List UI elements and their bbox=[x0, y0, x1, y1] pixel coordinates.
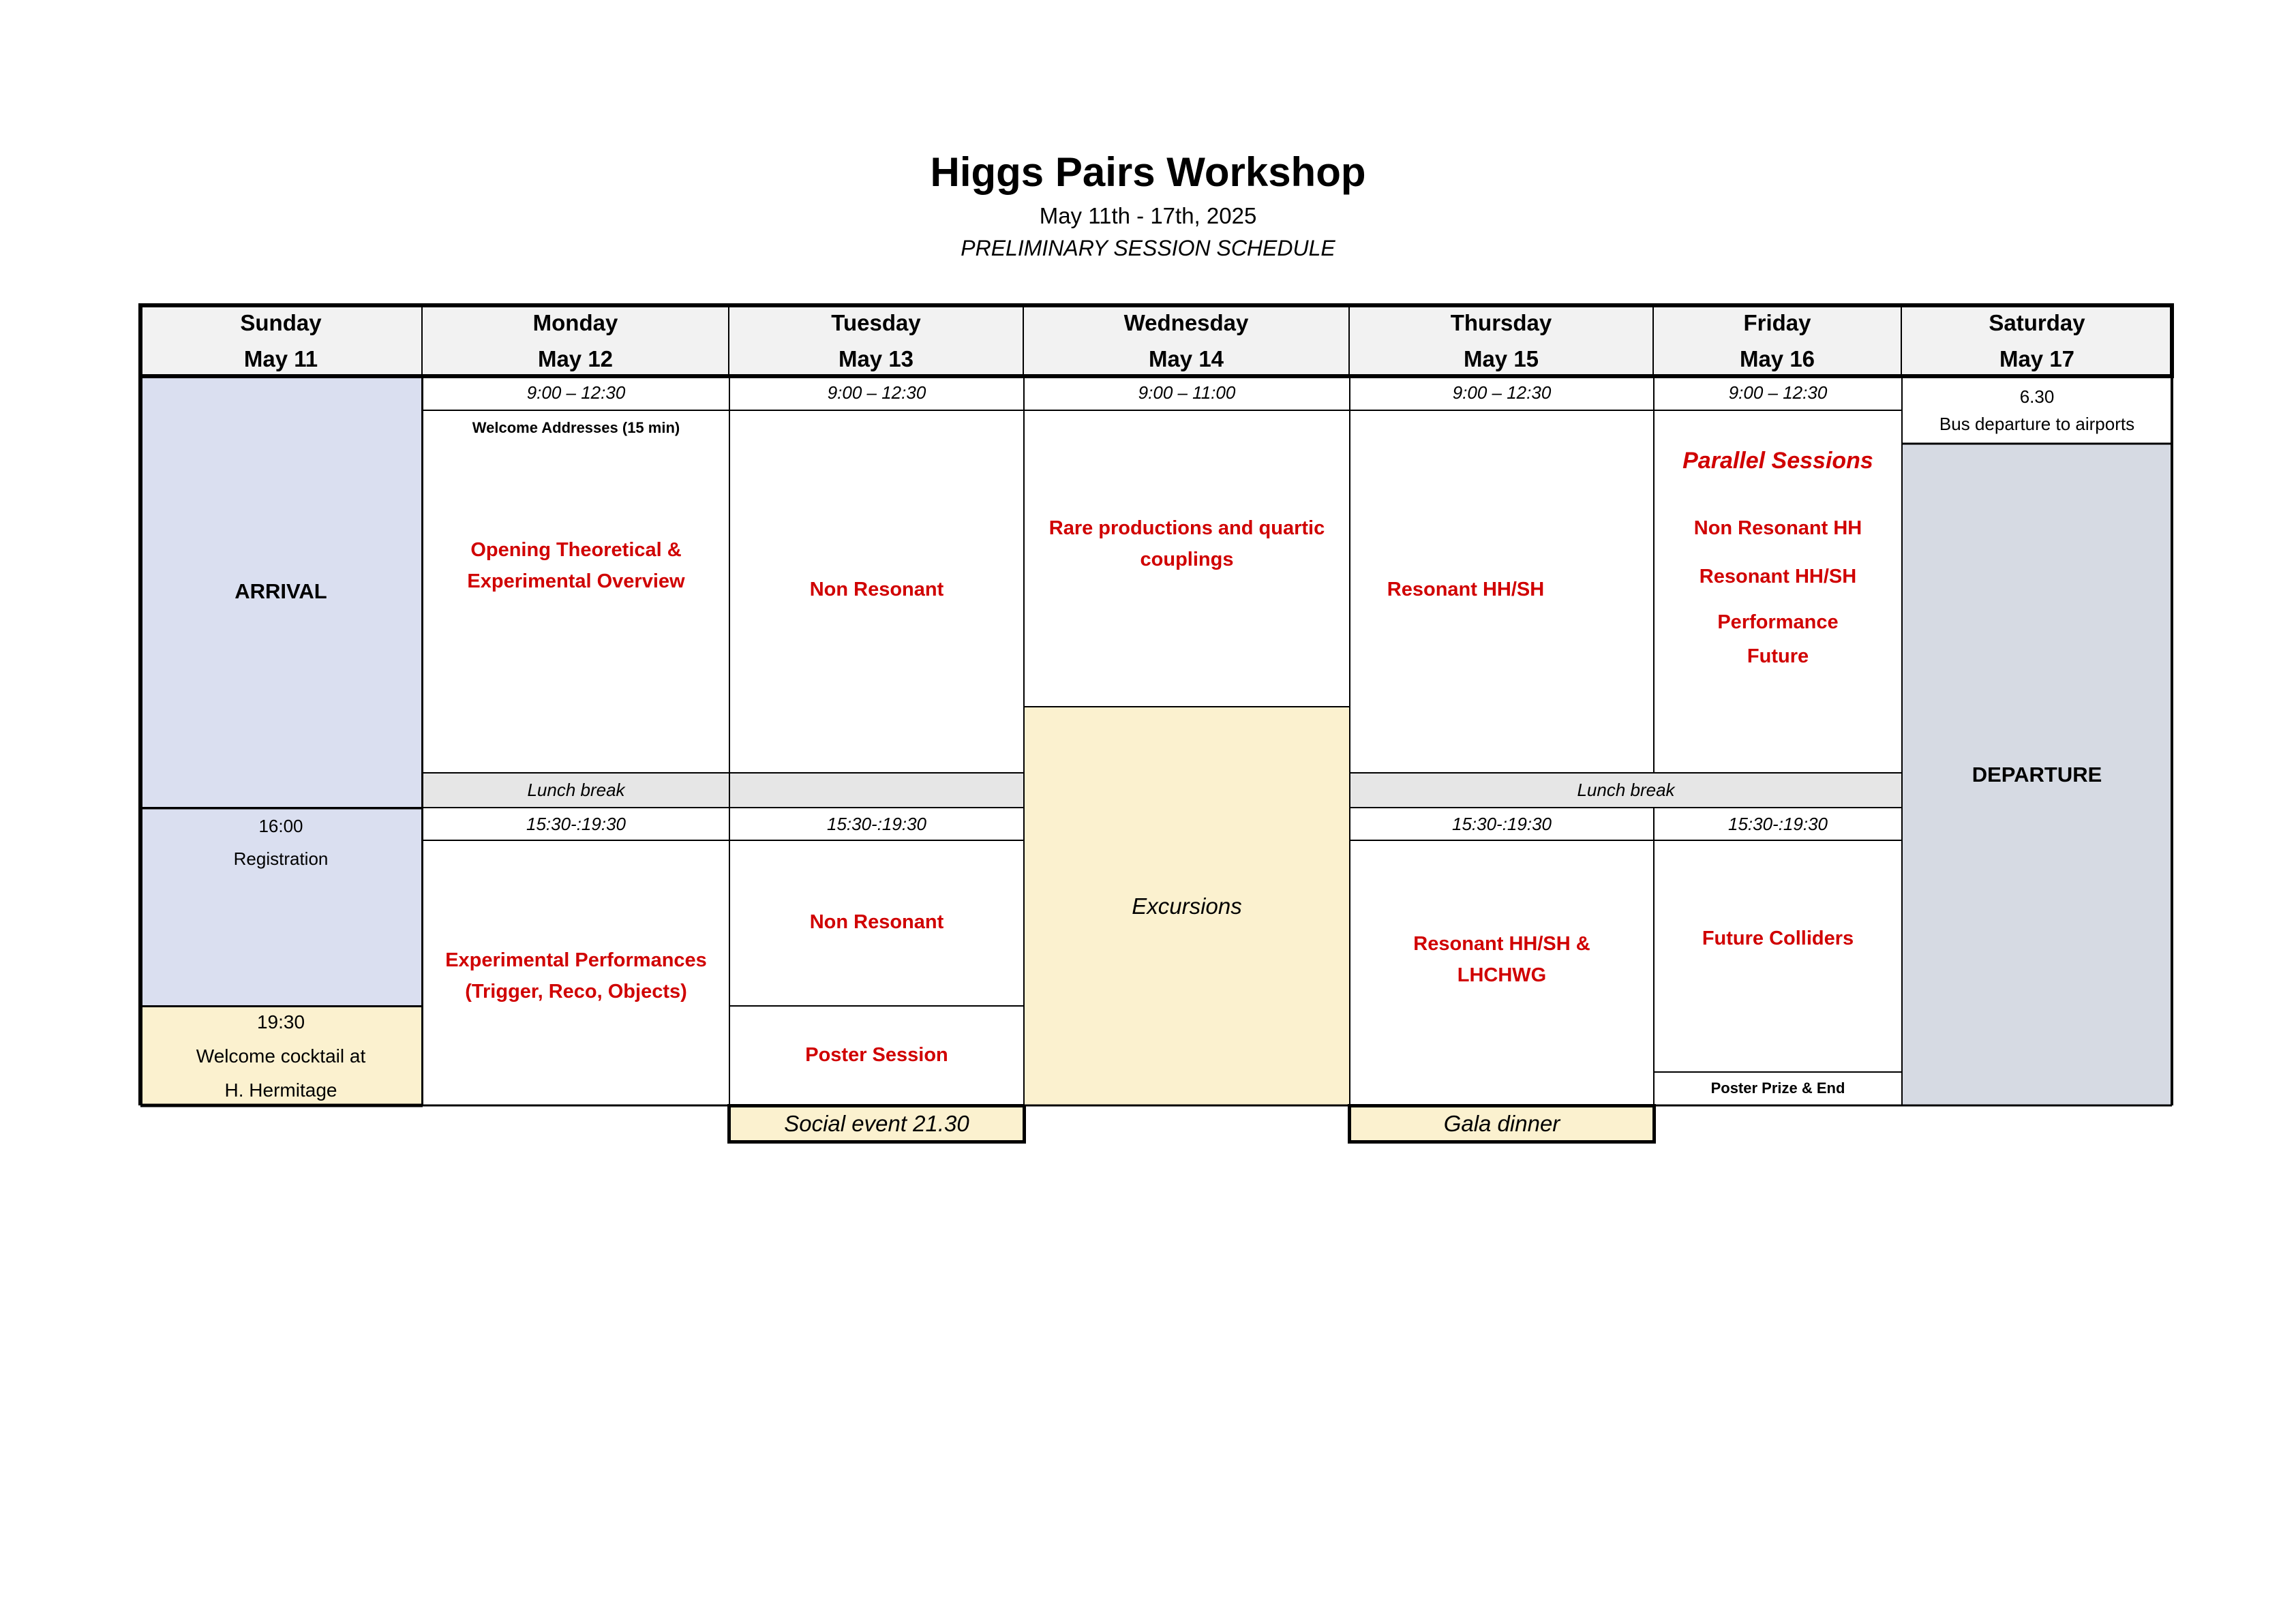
monday-lunch-break: Lunch break bbox=[423, 773, 729, 808]
day-name: Sunday bbox=[240, 310, 322, 335]
tuesday-poster-session: Poster Session bbox=[805, 1044, 948, 1066]
day-date: May 11 bbox=[243, 346, 318, 371]
day-date: May 14 bbox=[1148, 346, 1224, 371]
friday-pm-session: Future Colliders bbox=[1702, 928, 1854, 949]
registration-time: 16:00 bbox=[258, 816, 303, 836]
day-name: Wednesday bbox=[1123, 310, 1249, 335]
departure-label: DEPARTURE bbox=[1972, 763, 2102, 786]
day-name: Friday bbox=[1743, 310, 1811, 335]
schedule-label: PRELIMINARY SESSION SCHEDULE bbox=[961, 236, 1335, 260]
day-date: May 16 bbox=[1739, 346, 1815, 371]
friday-session-non-resonant: Non Resonant HH bbox=[1693, 517, 1862, 539]
session-line2: (Trigger, Reco, Objects) bbox=[465, 981, 687, 1003]
friday-poster-prize: Poster Prize & End bbox=[1710, 1080, 1845, 1097]
bus-time: 6.30 bbox=[2019, 386, 2055, 407]
cocktail-time: 19:30 bbox=[256, 1011, 305, 1032]
session-line2: Experimental Overview bbox=[467, 570, 685, 592]
monday-am-time: 9:00 – 12:30 bbox=[526, 382, 626, 403]
session-line2: LHCHWG bbox=[1457, 964, 1547, 986]
cocktail-line1: Welcome cocktail at bbox=[196, 1045, 366, 1067]
day-date: May 15 bbox=[1463, 346, 1539, 371]
tuesday-am-time: 9:00 – 12:30 bbox=[827, 382, 926, 403]
arrival-label: ARRIVAL bbox=[235, 579, 327, 603]
bus-label: Bus departure to airports bbox=[1939, 414, 2135, 434]
friday-pm-time: 15:30-:19:30 bbox=[1727, 814, 1828, 834]
tuesday-pm-time: 15:30-:19:30 bbox=[826, 814, 926, 834]
tuesday-am-session: Non Resonant bbox=[809, 579, 944, 600]
day-name: Tuesday bbox=[831, 310, 921, 335]
monday-pm-time: 15:30-:19:30 bbox=[526, 814, 626, 834]
tuesday-pm-session: Non Resonant bbox=[809, 911, 944, 933]
thursday-am-time: 9:00 – 12:30 bbox=[1452, 382, 1552, 403]
thursday-friday-lunch-break: Lunch break bbox=[1350, 773, 1902, 808]
day-name: Thursday bbox=[1450, 310, 1552, 335]
day-name: Monday bbox=[532, 310, 618, 335]
friday-parallel-sessions: Parallel Sessions bbox=[1682, 447, 1873, 474]
day-date: May 17 bbox=[1999, 346, 2075, 371]
session-line1: Rare productions and quartic bbox=[1048, 517, 1325, 539]
excursions-label: Excursions bbox=[1132, 893, 1242, 919]
thursday-am-session: Resonant HH/SH bbox=[1387, 579, 1545, 600]
session-line1: Resonant HH/SH & bbox=[1413, 933, 1590, 955]
friday-session-future: Future bbox=[1747, 645, 1809, 667]
workshop-dates: May 11th - 17th, 2025 bbox=[1039, 203, 1257, 228]
thursday-pm-time: 15:30-:19:30 bbox=[1451, 814, 1552, 834]
cocktail-line2: H. Hermitage bbox=[224, 1080, 337, 1101]
monday-welcome-addresses: Welcome Addresses (15 min) bbox=[472, 419, 680, 436]
registration-label: Registration bbox=[233, 848, 329, 869]
day-name: Saturday bbox=[1989, 310, 2085, 335]
session-line1: Experimental Performances bbox=[445, 949, 707, 971]
tuesday-social-event: Social event 21.30 bbox=[727, 1104, 1026, 1144]
wednesday-am-time: 9:00 – 11:00 bbox=[1138, 382, 1236, 403]
session-line1: Opening Theoretical & bbox=[470, 539, 682, 561]
friday-session-performance: Performance bbox=[1717, 611, 1839, 633]
session-line2: couplings bbox=[1140, 549, 1234, 570]
page-title: Higgs Pairs Workshop bbox=[930, 149, 1366, 195]
day-date: May 13 bbox=[838, 346, 914, 371]
friday-session-resonant: Resonant HH/SH bbox=[1699, 566, 1857, 587]
day-date: May 12 bbox=[537, 346, 614, 371]
thursday-gala-dinner: Gala dinner bbox=[1348, 1104, 1656, 1144]
friday-am-time: 9:00 – 12:30 bbox=[1728, 382, 1828, 403]
